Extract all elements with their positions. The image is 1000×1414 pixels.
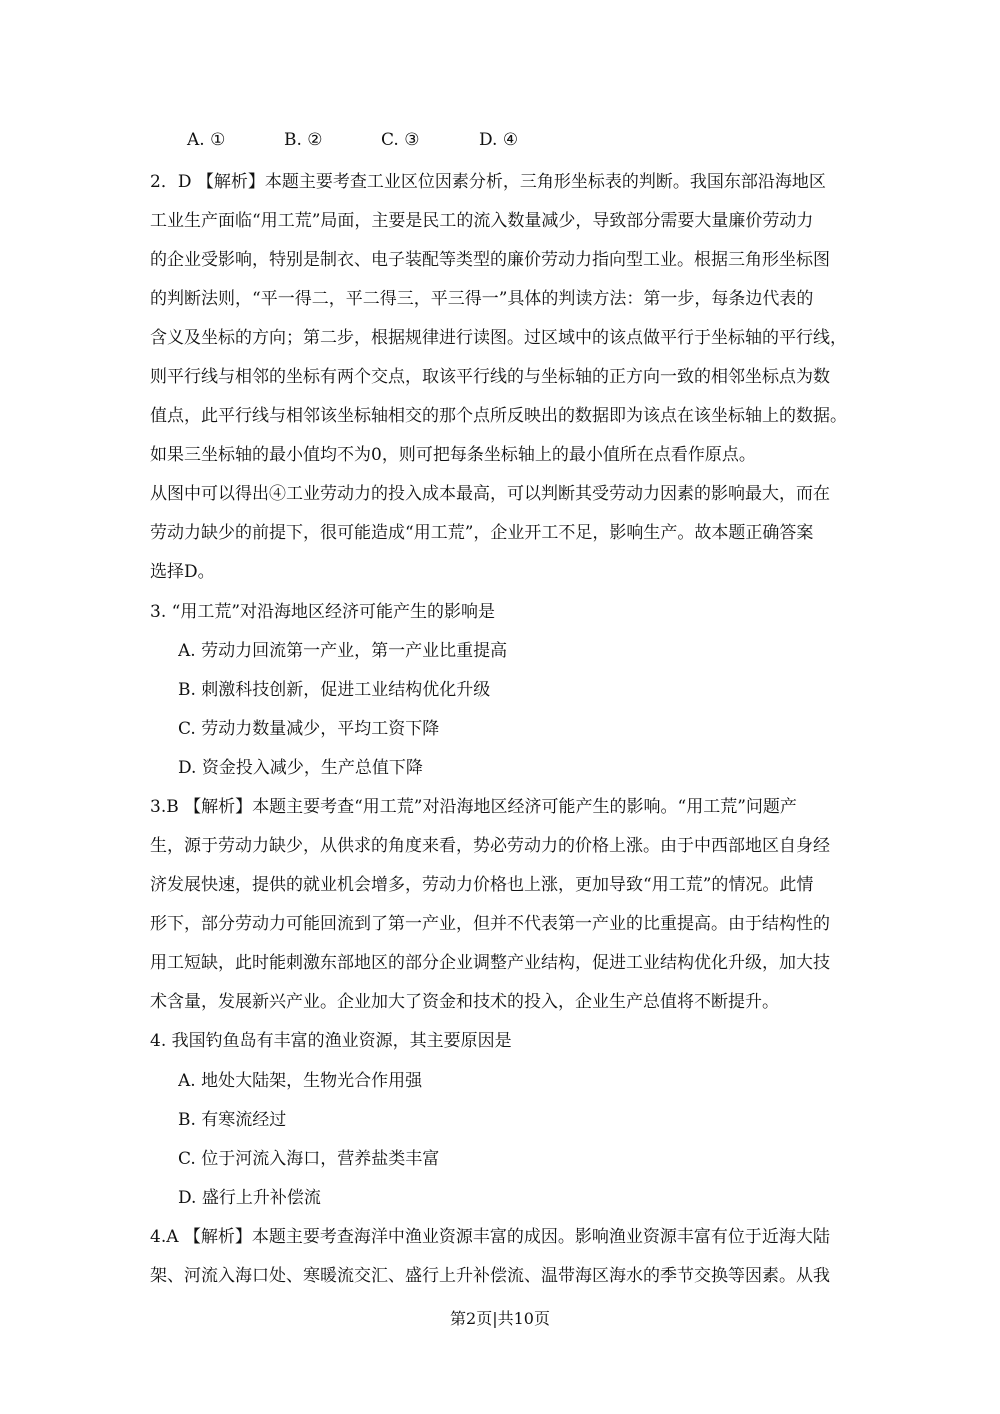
question-4-option-b: B. 有寒流经过 [178, 1110, 287, 1130]
answer-2-line: 如果三坐标轴的最小值均不为0，则可把每条坐标轴上的最小值所在点看作原点。 [150, 445, 756, 465]
answer-4-line: 架、河流入海口处、寒暖流交汇、盛行上升补偿流、温带海区海水的季节交换等因素。从我 [150, 1266, 830, 1286]
page-footer: 第2页|共10页 [450, 1309, 550, 1328]
question-3-option-b: B. 刺激科技创新，促进工业结构优化升级 [178, 680, 491, 700]
q1-options [187, 130, 587, 154]
answer-2-line: 的企业受影响，特别是制衣、电子装配等类型的廉价劳动力指向型工业。根据三角形坐标图 [150, 250, 830, 270]
question-3-option-d: D. 资金投入减少，生产总值下降 [178, 758, 423, 778]
question-3-stem: 3. “用工荒”对沿海地区经济可能产生的影响是 [150, 602, 496, 622]
answer-3-line: 3.B 【解析】本题主要考查“用工荒”对沿海地区经济可能产生的影响。“用工荒”问题产 [150, 797, 797, 817]
answer-3-line: 用工短缺，此时能刺激东部地区的部分企业调整产业结构，促进工业结构优化升级，加大技 [150, 953, 830, 973]
answer-2-line: 值点，此平行线与相邻该坐标轴相交的那个点所反映出的数据即为该点在该坐标轴上的数据。 [150, 406, 847, 426]
answer-2-line: 含义及坐标的方向；第二步，根据规律进行读图。过区域中的该点做平行于坐标轴的平行线， [150, 328, 847, 348]
answer-2-line: 从图中可以得出④工业劳动力的投入成本最高，可以判断其受劳动力因素的影响最大，而在 [150, 484, 830, 504]
answer-3-line: 形下，部分劳动力可能回流到了第一产业，但并不代表第一产业的比重提高。由于结构性的 [150, 914, 830, 934]
answer-2-line: 则平行线与相邻的坐标有两个交点，取该平行线的与坐标轴的正方向一致的相邻坐标点为数 [150, 367, 830, 387]
answer-3-line: 济发展快速，提供的就业机会增多，劳动力价格也上涨，更加导致“用工荒”的情况。此情 [150, 875, 814, 895]
question-4-option-d: D. 盛行上升补偿流 [178, 1188, 321, 1208]
question-4-option-c: C. 位于河流入海口，营养盐类丰富 [178, 1149, 440, 1169]
q1-option-b: B. ② [284, 130, 323, 150]
answer-4-line: 4.A 【解析】本题主要考查海洋中渔业资源丰富的成因。影响渔业资源丰富有位于近海大陆 [150, 1227, 830, 1247]
question-3-option-c: C. 劳动力数量减少，平均工资下降 [178, 719, 440, 739]
answer-2-line: 的判断法则，“平一得二，平二得三，平三得一”具体的判读方法：第一步，每条边代表的 [150, 289, 814, 309]
answer-3-line: 术含量，发展新兴产业。企业加大了资金和技术的投入，企业生产总值将不断提升。 [150, 992, 779, 1012]
answer-2-line: 劳动力缺少的前提下，很可能造成“用工荒”，企业开工不足，影响生产。故本题正确答案 [150, 523, 814, 543]
q1-option-c: C. ③ [381, 130, 420, 150]
q1-option-a: A. ① [187, 130, 226, 150]
answer-2-line: 选择D。 [150, 562, 215, 582]
question-3-option-a: A. 劳动力回流第一产业，第一产业比重提高 [178, 641, 508, 661]
question-4-option-a: A. 地处大陆架，生物光合作用强 [178, 1071, 423, 1091]
q1-option-d: D. ④ [479, 130, 519, 150]
answer-2-line: 2．D 【解析】本题主要考查工业区位因素分析，三角形坐标表的判断。我国东部沿海地区 [150, 172, 826, 192]
question-4-stem: 4. 我国钓鱼岛有丰富的渔业资源，其主要原因是 [150, 1031, 512, 1051]
answer-3-line: 生，源于劳动力缺少，从供求的角度来看，势必劳动力的价格上涨。由于中西部地区自身经 [150, 836, 830, 856]
answer-2-line: 工业生产面临“用工荒”局面，主要是民工的流入数量减少，导致部分需要大量廉价劳动力 [150, 211, 814, 231]
